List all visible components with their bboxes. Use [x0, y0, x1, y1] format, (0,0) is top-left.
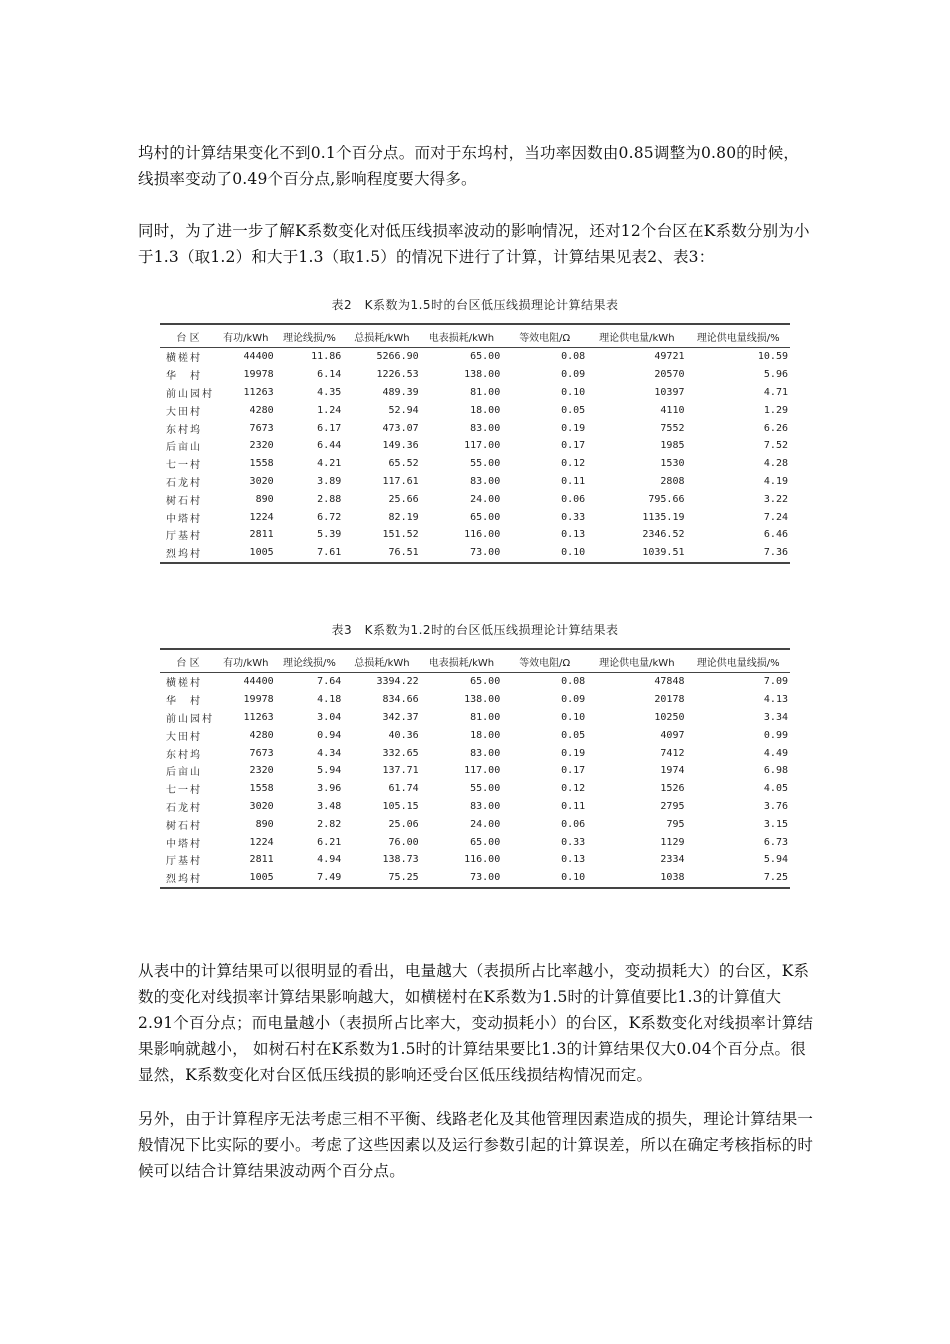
- value-cell: 1224: [249, 836, 274, 848]
- value-cell: 3.48: [317, 800, 342, 812]
- value-cell: 342.37: [382, 711, 419, 723]
- column-header: 理论供电量/kWh: [599, 657, 675, 669]
- value-cell: 49721: [654, 351, 685, 363]
- value-cell: 0.13: [561, 529, 586, 541]
- value-cell: 7.09: [763, 676, 788, 688]
- row-label-cell: 华 村: [166, 696, 202, 708]
- table-row: [160, 419, 790, 437]
- value-cell: 73.00: [470, 547, 501, 559]
- value-cell: 6.44: [317, 440, 342, 452]
- value-cell: 117.00: [464, 765, 501, 777]
- column-header: 理论供电量线损/%: [696, 657, 780, 669]
- value-cell: 7.52: [763, 440, 788, 452]
- value-cell: 0.10: [561, 711, 586, 723]
- value-cell: 20178: [654, 694, 685, 706]
- value-cell: 83.00: [470, 475, 501, 487]
- row-label-cell: 七一村: [166, 785, 202, 797]
- table-row: [160, 455, 790, 473]
- value-cell: 3.04: [317, 711, 342, 723]
- value-cell: 82.19: [388, 511, 419, 523]
- value-cell: 332.65: [382, 747, 419, 759]
- value-cell: 2.88: [317, 493, 342, 505]
- value-cell: 6.17: [317, 422, 342, 434]
- value-cell: 76.00: [388, 836, 419, 848]
- table-row: [160, 366, 790, 384]
- value-cell: 473.07: [382, 422, 419, 434]
- paragraph-2: 同时，为了进一步了解K系数变化对低压线损率波动的影响情况，还对12个台区在K系数分别为小于1.3（取1.2）和大于1.3（取1.5）的情况下进行了计算，计算结果见表2、表3：: [138, 222, 810, 266]
- row-label-cell: 后亩山: [166, 767, 202, 779]
- row-label-cell: 华 村: [166, 371, 202, 383]
- value-cell: 11.86: [311, 351, 342, 363]
- value-cell: 0.19: [561, 422, 586, 434]
- table-row: [160, 709, 790, 727]
- value-cell: 61.74: [388, 783, 419, 795]
- value-cell: 0.12: [561, 783, 586, 795]
- value-cell: 2334: [660, 854, 685, 866]
- value-cell: 7.24: [763, 511, 788, 523]
- value-cell: 4280: [249, 404, 274, 416]
- table-2-header-row: [160, 324, 790, 348]
- value-cell: 3.34: [763, 711, 788, 723]
- value-cell: 65.00: [470, 351, 501, 363]
- paragraph-3: 从表中的计算结果可以很明显的看出，电量越大（表损所占比率越小，变动损耗大）的台区，K系数的变化对线损率计算结果影响越大，如横槎村在K系数为1.5时的计算值要比1.3的计算值大2.91个百分点；而电量越小（表损所占比率大，变动损耗小）的台区，K系数变化对线损率计算结果影响就越小， 如树石村在K系数为1.5时的计算结果要比1.3的计算结果仅大0.04个百分点。很显然，K系数变化对台区低压线损的影响还受台区低压线损结构情况而定。: [138, 962, 814, 1084]
- row-label-cell: 石龙村: [166, 477, 202, 489]
- paragraph-4: 另外，由于计算程序无法考虑三相不平衡、线路老化及其他管理因素造成的损失，理论计算结果一般情况下比实际的要小。考虑了这些因素以及运行参数引起的计算误差，所以在确定考核指标的时候可以结合计算结果波动两个百分点。: [138, 1110, 814, 1180]
- value-cell: 0.09: [561, 369, 586, 381]
- value-cell: 2811: [249, 854, 274, 866]
- value-cell: 24.00: [470, 818, 501, 830]
- column-header: 等效电阻/Ω: [519, 332, 571, 344]
- value-cell: 3.96: [317, 783, 342, 795]
- value-cell: 10397: [654, 386, 685, 398]
- value-cell: 7.25: [763, 872, 788, 884]
- column-header: 理论供电量线损/%: [696, 332, 780, 344]
- value-cell: 3.89: [317, 475, 342, 487]
- value-cell: 0.06: [561, 818, 586, 830]
- value-cell: 0.06: [561, 493, 586, 505]
- value-cell: 0.17: [561, 765, 586, 777]
- table-row: [160, 691, 790, 709]
- value-cell: 83.00: [470, 422, 501, 434]
- value-cell: 1038: [660, 872, 685, 884]
- value-cell: 6.26: [763, 422, 788, 434]
- row-label-cell: 中塔村: [166, 513, 202, 525]
- value-cell: 1558: [249, 783, 274, 795]
- value-cell: 10250: [654, 711, 685, 723]
- value-cell: 83.00: [470, 800, 501, 812]
- value-cell: 0.10: [561, 386, 586, 398]
- value-cell: 4280: [249, 729, 274, 741]
- value-cell: 151.52: [382, 529, 419, 541]
- value-cell: 890: [255, 818, 274, 830]
- value-cell: 0.19: [561, 747, 586, 759]
- value-cell: 138.00: [464, 369, 501, 381]
- value-cell: 10.59: [757, 351, 788, 363]
- value-cell: 1530: [660, 458, 685, 470]
- value-cell: 117.00: [464, 440, 501, 452]
- value-cell: 3.22: [763, 493, 788, 505]
- table-2-block: [160, 296, 790, 564]
- value-cell: 4.19: [763, 475, 788, 487]
- table-row: [160, 473, 790, 491]
- value-cell: 4097: [660, 729, 685, 741]
- value-cell: 44400: [243, 676, 274, 688]
- value-cell: 6.14: [317, 369, 342, 381]
- value-cell: 7.61: [317, 547, 342, 559]
- value-cell: 2.82: [317, 818, 342, 830]
- value-cell: 0.33: [561, 511, 586, 523]
- value-cell: 7552: [660, 422, 685, 434]
- table-row: [160, 384, 790, 402]
- value-cell: 75.25: [388, 872, 419, 884]
- value-cell: 20570: [654, 369, 685, 381]
- value-cell: 0.08: [561, 676, 586, 688]
- value-cell: 137.71: [382, 765, 419, 777]
- value-cell: 83.00: [470, 747, 501, 759]
- row-label-cell: 横槎村: [166, 353, 202, 365]
- value-cell: 0.09: [561, 694, 586, 706]
- value-cell: 5.94: [317, 765, 342, 777]
- value-cell: 6.72: [317, 511, 342, 523]
- value-cell: 6.21: [317, 836, 342, 848]
- table-3-caption: 表3 K系数为1.2时的台区低压线损理论计算结果表: [331, 623, 619, 637]
- value-cell: 5.96: [763, 369, 788, 381]
- value-cell: 76.51: [388, 547, 419, 559]
- table-row: [160, 673, 790, 691]
- value-cell: 4.71: [763, 386, 788, 398]
- value-cell: 116.00: [464, 529, 501, 541]
- value-cell: 1129: [660, 836, 685, 848]
- value-cell: 7673: [249, 747, 274, 759]
- value-cell: 0.33: [561, 836, 586, 848]
- value-cell: 834.66: [382, 694, 419, 706]
- value-cell: 2346.52: [642, 529, 685, 541]
- value-cell: 117.61: [382, 475, 419, 487]
- value-cell: 4110: [660, 404, 685, 416]
- value-cell: 4.34: [317, 747, 342, 759]
- value-cell: 11263: [243, 386, 274, 398]
- value-cell: 0.05: [561, 404, 586, 416]
- value-cell: 11263: [243, 711, 274, 723]
- value-cell: 6.46: [763, 529, 788, 541]
- value-cell: 890: [255, 493, 274, 505]
- value-cell: 52.94: [388, 404, 419, 416]
- column-header: 台 区: [176, 332, 200, 344]
- table-row: [160, 798, 790, 816]
- paragraph-1: 坞村的计算结果变化不到0.1个百分点。而对于东坞村，当功率因数由0.85调整为0.80的时候，线损率变动了0.49个百分点,影响程度要大得多。: [138, 144, 800, 188]
- value-cell: 6.73: [763, 836, 788, 848]
- table-3: [160, 648, 790, 889]
- value-cell: 3020: [249, 800, 274, 812]
- value-cell: 7673: [249, 422, 274, 434]
- table-row: [160, 544, 790, 563]
- value-cell: 7412: [660, 747, 685, 759]
- row-label-cell: 中塔村: [166, 838, 202, 850]
- column-header: 电表损耗/kWh: [428, 657, 495, 669]
- value-cell: 0.99: [763, 729, 788, 741]
- value-cell: 1226.53: [376, 369, 419, 381]
- row-label-cell: 后亩山: [166, 442, 202, 454]
- table-row: [160, 726, 790, 744]
- value-cell: 5.94: [763, 854, 788, 866]
- value-cell: 489.39: [382, 386, 419, 398]
- value-cell: 2811: [249, 529, 274, 541]
- value-cell: 1224: [249, 511, 274, 523]
- value-cell: 116.00: [464, 854, 501, 866]
- table-row: [160, 401, 790, 419]
- value-cell: 1135.19: [642, 511, 685, 523]
- table-row: [160, 833, 790, 851]
- table-row: [160, 490, 790, 508]
- value-cell: 1039.51: [642, 547, 685, 559]
- value-cell: 3020: [249, 475, 274, 487]
- value-cell: 55.00: [470, 783, 501, 795]
- table-row: [160, 744, 790, 762]
- row-label-cell: 前山园村: [166, 388, 214, 400]
- row-label-cell: 石龙村: [166, 802, 202, 814]
- table-row: [160, 851, 790, 869]
- value-cell: 2808: [660, 475, 685, 487]
- value-cell: 0.17: [561, 440, 586, 452]
- table-3-header-row: [160, 649, 790, 673]
- row-label-cell: 大田村: [166, 731, 202, 743]
- row-label-cell: 前山园村: [166, 713, 214, 725]
- value-cell: 7.49: [317, 872, 342, 884]
- value-cell: 0.10: [561, 872, 586, 884]
- value-cell: 4.94: [317, 854, 342, 866]
- value-cell: 1.24: [317, 404, 342, 416]
- table-row: [160, 869, 790, 888]
- table-2-caption: 表2 K系数为1.5时的台区低压线损理论计算结果表: [331, 298, 619, 312]
- column-header: 理论线损/%: [283, 332, 336, 344]
- table-2: [160, 323, 790, 564]
- value-cell: 3.15: [763, 818, 788, 830]
- column-header: 有功/kWh: [223, 657, 269, 669]
- row-label-cell: 树石村: [166, 495, 202, 507]
- value-cell: 81.00: [470, 386, 501, 398]
- value-cell: 5.39: [317, 529, 342, 541]
- value-cell: 0.11: [561, 800, 586, 812]
- value-cell: 24.00: [470, 493, 501, 505]
- row-label-cell: 大田村: [166, 406, 202, 418]
- row-label-cell: 厅基村: [166, 856, 202, 868]
- value-cell: 7.36: [763, 547, 788, 559]
- column-header: 电表损耗/kWh: [428, 332, 495, 344]
- value-cell: 149.36: [382, 440, 419, 452]
- value-cell: 25.66: [388, 493, 419, 505]
- column-header: 总损耗/kWh: [354, 332, 410, 344]
- value-cell: 18.00: [470, 729, 501, 741]
- value-cell: 44400: [243, 351, 274, 363]
- row-label-cell: 横槎村: [166, 678, 202, 690]
- value-cell: 795: [666, 818, 685, 830]
- row-label-cell: 七一村: [166, 460, 202, 472]
- value-cell: 138.73: [382, 854, 419, 866]
- row-label-cell: 东村坞: [166, 749, 202, 761]
- row-label-cell: 东村坞: [166, 424, 202, 436]
- table-row: [160, 348, 790, 366]
- value-cell: 1005: [249, 872, 274, 884]
- value-cell: 4.18: [317, 694, 342, 706]
- value-cell: 795.66: [648, 493, 685, 505]
- value-cell: 105.15: [382, 800, 419, 812]
- value-cell: 1005: [249, 547, 274, 559]
- value-cell: 4.21: [317, 458, 342, 470]
- value-cell: 138.00: [464, 694, 501, 706]
- row-label-cell: 树石村: [166, 820, 202, 832]
- row-label-cell: 烈坞村: [166, 549, 202, 561]
- column-header: 理论供电量/kWh: [599, 332, 675, 344]
- value-cell: 19978: [243, 369, 274, 381]
- value-cell: 0.13: [561, 854, 586, 866]
- value-cell: 65.00: [470, 836, 501, 848]
- column-header: 台 区: [176, 657, 200, 669]
- value-cell: 25.06: [388, 818, 419, 830]
- value-cell: 5266.90: [376, 351, 419, 363]
- value-cell: 4.49: [763, 747, 788, 759]
- table-row: [160, 526, 790, 544]
- value-cell: 7.64: [317, 676, 342, 688]
- table-row: [160, 762, 790, 780]
- column-header: 总损耗/kWh: [354, 657, 410, 669]
- value-cell: 4.35: [317, 386, 342, 398]
- value-cell: 73.00: [470, 872, 501, 884]
- table-3-block: [160, 621, 790, 889]
- value-cell: 65.52: [388, 458, 419, 470]
- value-cell: 55.00: [470, 458, 501, 470]
- value-cell: 1558: [249, 458, 274, 470]
- value-cell: 19978: [243, 694, 274, 706]
- table-row: [160, 780, 790, 798]
- value-cell: 2795: [660, 800, 685, 812]
- column-header: 理论线损/%: [283, 657, 336, 669]
- value-cell: 3.76: [763, 800, 788, 812]
- value-cell: 0.10: [561, 547, 586, 559]
- value-cell: 1974: [660, 765, 685, 777]
- value-cell: 1526: [660, 783, 685, 795]
- row-label-cell: 厅基村: [166, 531, 202, 543]
- value-cell: 0.12: [561, 458, 586, 470]
- value-cell: 3394.22: [376, 676, 419, 688]
- value-cell: 18.00: [470, 404, 501, 416]
- table-3-body: [160, 673, 790, 888]
- value-cell: 47848: [654, 676, 685, 688]
- value-cell: 4.05: [763, 783, 788, 795]
- value-cell: 65.00: [470, 676, 501, 688]
- column-header: 等效电阻/Ω: [519, 657, 571, 669]
- value-cell: 40.36: [388, 729, 419, 741]
- value-cell: 1.29: [763, 404, 788, 416]
- value-cell: 0.05: [561, 729, 586, 741]
- value-cell: 2320: [249, 765, 274, 777]
- value-cell: 4.13: [763, 694, 788, 706]
- value-cell: 65.00: [470, 511, 501, 523]
- column-header: 有功/kWh: [223, 332, 269, 344]
- table-row: [160, 508, 790, 526]
- value-cell: 6.98: [763, 765, 788, 777]
- value-cell: 0.11: [561, 475, 586, 487]
- value-cell: 2320: [249, 440, 274, 452]
- row-label-cell: 烈坞村: [166, 874, 202, 886]
- table-2-body: [160, 348, 790, 563]
- value-cell: 4.28: [763, 458, 788, 470]
- table-row: [160, 437, 790, 455]
- table-row: [160, 815, 790, 833]
- value-cell: 81.00: [470, 711, 501, 723]
- value-cell: 0.08: [561, 351, 586, 363]
- value-cell: 0.94: [317, 729, 342, 741]
- value-cell: 1985: [660, 440, 685, 452]
